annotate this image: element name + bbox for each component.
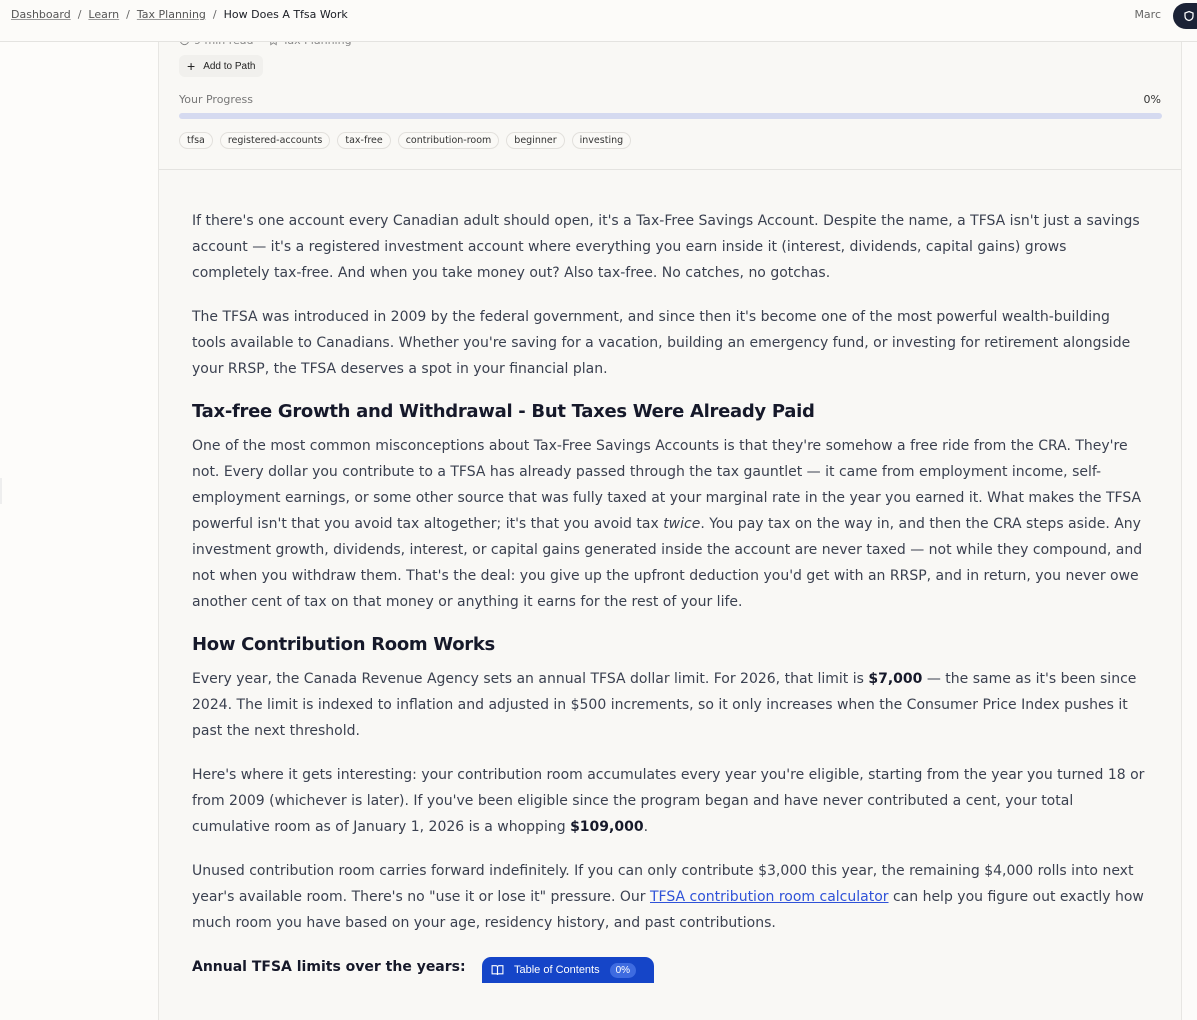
heading-tax-free-growth: Tax-free Growth and Withdrawal - But Taxes Were Already Paid (192, 401, 815, 422)
article-card (158, 20, 1182, 1020)
left-sidebar (0, 42, 158, 980)
table-of-contents-button[interactable] (482, 957, 654, 983)
paragraph-cumulative-room (192, 762, 1147, 840)
text: Here's where it gets interesting: your contribution room accumulates every year you're eligible, starting from the year you turned 18 or from 2009 (whichever is later). If you've been eligible since the program began and have never contributed a cent, your total cumulative room as of January 1, 2026 is a whopping (192, 767, 1145, 835)
calculator-link[interactable]: TFSA contribution room calculator (650, 889, 889, 905)
breadcrumb-tax-planning[interactable]: Tax Planning (136, 8, 206, 21)
breadcrumb-current: How Does A Tfsa Work (223, 8, 348, 21)
sidebar-edge-handle (0, 478, 2, 504)
progress-label: Your Progress (179, 93, 253, 106)
plus-icon: + (187, 58, 196, 74)
tag-tfsa[interactable]: tfsa (179, 132, 213, 149)
paragraph-history: The TFSA was introduced in 2009 by the federal government, and since then it's become one of the most powerful wealth-building tools available to Canadians. Whether you're saving for a vacation, building an emergency fund, or investing for retirement alongside your RRSP, the TFSA deserves a spot in your financial plan. (192, 309, 1131, 377)
tag-contribution-room[interactable]: contribution-room (398, 132, 500, 149)
breadcrumb-separator: / (126, 8, 130, 21)
tag-beginner[interactable]: beginner (506, 132, 564, 149)
progress-bar (179, 113, 1162, 119)
paragraph-misconceptions (192, 433, 1147, 615)
breadcrumb-separator: / (77, 8, 82, 21)
paragraph-intro: If there's one account every Canadian adult should open, it's a Tax-Free Savings Account. Despite the name, a TFSA isn't just a savings account — it's a registered investment account where everything you earn inside it (interest, dividends, capital gains) grows completely tax-free. And when you take money out? Also tax-free. No catches, no gotchas. (192, 213, 1140, 281)
add-to-path-button[interactable] (179, 55, 263, 77)
cumulative-room-value: $109,000 (570, 819, 644, 835)
article-header (159, 20, 1181, 170)
article-body (192, 208, 1147, 998)
toc-label: Table of Contents (514, 964, 600, 976)
add-to-path-label: Add to Path (203, 60, 256, 72)
text: Unused contribution room carries forward indefinitely. If you can only contribute $3,000 this year, the remaining $4,000 rolls into next year's available room. There's no "use it or lose it" pressure. Our (192, 863, 1134, 905)
book-open-icon (491, 964, 504, 976)
tag-list (179, 132, 631, 149)
shield-icon (1183, 10, 1195, 22)
breadcrumb-learn[interactable]: Learn (88, 8, 120, 21)
user-name[interactable]: Marc (1134, 8, 1161, 21)
top-bar (0, 0, 1197, 42)
text: . (643, 819, 649, 835)
breadcrumb (11, 8, 348, 21)
tag-investing[interactable]: investing (572, 132, 632, 149)
progress-value: 0% (1143, 93, 1161, 106)
paragraph-annual-limit (192, 666, 1147, 744)
avatar[interactable] (1173, 3, 1197, 29)
breadcrumb-dashboard[interactable]: Dashboard (11, 8, 71, 21)
text: . You pay tax on the way in, and then the CRA steps aside. Any investment growth, dividends, interest, or capital gains generated inside the account are never taxed — not while they compound, and not when you withdraw them. That's the deal: you give up the upfront deduction you'd get with an RRSP, and in return, you never owe another cent of tax on that money or anything it earns for the rest of your life. (192, 516, 1143, 610)
heading-contribution-room: How Contribution Room Works (192, 634, 495, 655)
tag-registered-accounts[interactable]: registered-accounts (220, 132, 331, 149)
text: Every year, the Canada Revenue Agency sets an annual TFSA dollar limit. For 2026, that limit is (192, 671, 869, 687)
text: can help you figure out exactly how much room you have based on your age, residency history, and past contributions. (192, 889, 1144, 931)
breadcrumb-separator: / (212, 8, 217, 21)
annual-limit-value: $7,000 (868, 671, 923, 687)
text: One of the most common misconceptions about Tax-Free Savings Accounts is that they're somehow a free ride from the CRA. They're not. Every dollar you contribute to a TFSA has already passed through the tax gauntlet — it came from employment income, self-employment earnings, or some other source that was fully taxed at your marginal rate in the year you earned it. What makes the TFSA powerful isn't that you avoid tax altogether; it's that you avoid tax (192, 438, 1142, 532)
paragraph-carry-forward (192, 858, 1147, 936)
text: — the same as it's been since 2024. The limit is indexed to inflation and adjusted in $500 increments, so it only increases when the Consumer Price Index pushes it past the next threshold. (192, 671, 1137, 739)
toc-progress-badge: 0% (610, 963, 636, 978)
limits-subheading: Annual TFSA limits over the years: (192, 959, 466, 975)
emphasis: twice (663, 516, 701, 532)
tag-tax-free[interactable]: tax-free (337, 132, 390, 149)
